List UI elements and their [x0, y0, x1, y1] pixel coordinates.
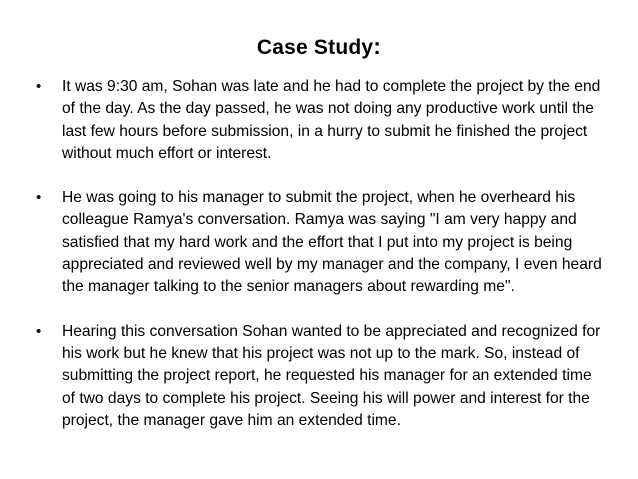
bullet-text: Hearing this conversation Sohan wanted to be appreciated and recognized for his work but he knew that his project was not up to the mark. So, instead of submitting the project report, he requested his manager for an extended time of two days to complete his project. Seeing his will power and interest for the project, the manager gave him an extended time. [62, 322, 601, 429]
bullet-marker: • [36, 78, 42, 95]
slide-title [0, 33, 638, 60]
bullet-item [0, 187, 638, 298]
title-text: Case Study [256, 36, 374, 59]
bullet-item [0, 321, 638, 432]
bullet-list [0, 76, 638, 454]
bullet-item [0, 76, 638, 165]
bullet-marker: • [36, 189, 42, 207]
bullet-text: He was going to his manager to submit the project, when he overheard his colleague Ramya's conversation. Ramya was saying "I am very happy and satisfied that my hard work and the effort that I put into my project is being appreciated and reviewed well by my manager and the company, I even heard the manager talking to the senior managers about rewarding me". [62, 189, 602, 296]
bullet-text: It was 9:30 am, Sohan was late and he had to complete the project by the end of the day. As the day passed, he was not doing any productive work until the last few hours before submission, in a hurry to submit he finished the project without much effort or interest. [62, 78, 601, 162]
title-colon: : [373, 33, 382, 59]
bullet-marker: • [36, 322, 42, 340]
